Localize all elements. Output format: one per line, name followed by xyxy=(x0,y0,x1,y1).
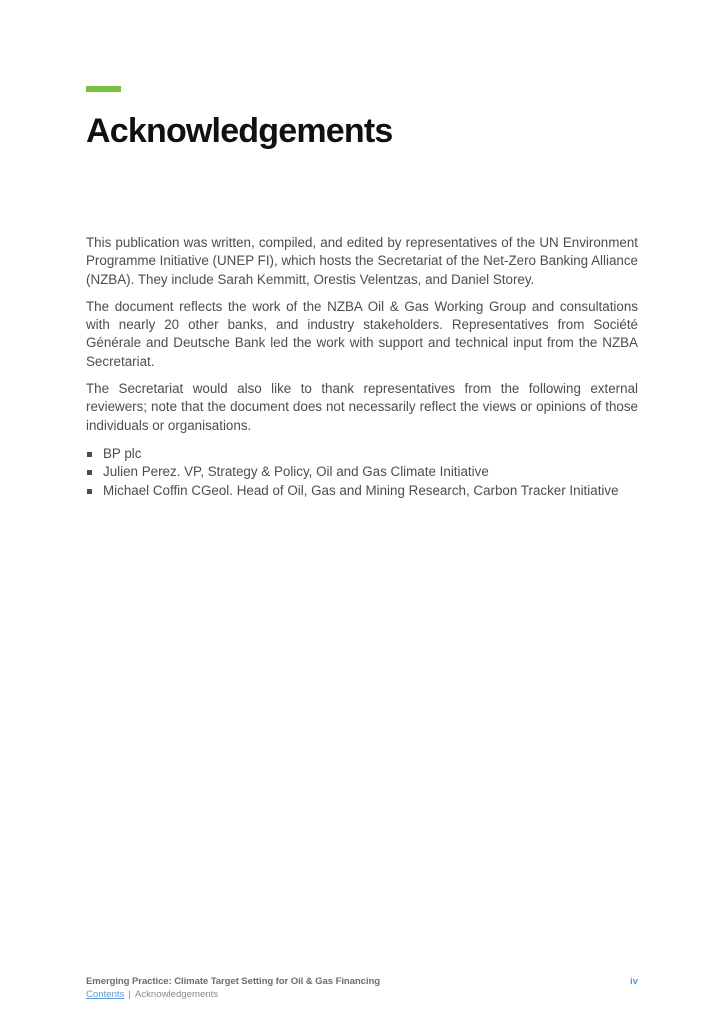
current-section-label: Acknowledgements xyxy=(134,989,219,1000)
paragraph-reviewers: The Secretariat would also like to thank representatives from the following external reviewers; note that the document does not necessarily reflect the views or opinions of those individuals or organisations. xyxy=(86,381,638,433)
breadcrumb-separator: | xyxy=(128,989,131,1000)
page-number: iv xyxy=(629,976,638,987)
title-accent-bar xyxy=(86,86,121,92)
reviewer-name: BP plc xyxy=(103,445,142,461)
square-bullet-icon xyxy=(87,489,92,494)
square-bullet-icon xyxy=(87,470,92,475)
body-text xyxy=(86,234,638,500)
paragraph-working-group: The document reflects the work of the NZBA Oil & Gas Working Group and consultations with nearly 20 other banks, and industry stakeholders. Representatives from Société Générale and Deutsche Bank led the work with support and technical input from the NZBA Secretariat. xyxy=(86,298,638,369)
page-footer xyxy=(86,976,638,1006)
reviewer-name: Michael Coffin CGeol. Head of Oil, Gas and Mining Research, Carbon Tracker Initiative xyxy=(103,482,619,498)
list-item xyxy=(86,463,638,481)
paragraph-authors: This publication was written, compiled, and edited by representatives of the UN Environment Programme Initiative (UNEP FI), which hosts the Secretariat of the Net-Zero Banking Alliance (NZBA). They include Sarah Kemmitt, Orestis Velentzas, and Daniel Storey. xyxy=(86,235,638,287)
list-item xyxy=(86,445,638,463)
footer-document-title: Emerging Practice: Climate Target Setting for Oil & Gas Financing xyxy=(86,976,380,987)
contents-link[interactable]: Contents xyxy=(86,989,125,1000)
reviewer-list xyxy=(86,445,638,500)
footer-breadcrumb xyxy=(86,989,218,1000)
reviewer-name: Julien Perez. VP, Strategy & Policy, Oil and Gas Climate Initiative xyxy=(103,464,489,480)
square-bullet-icon xyxy=(87,452,92,457)
list-item xyxy=(86,482,638,500)
page-title: Acknowledgements xyxy=(86,112,393,150)
